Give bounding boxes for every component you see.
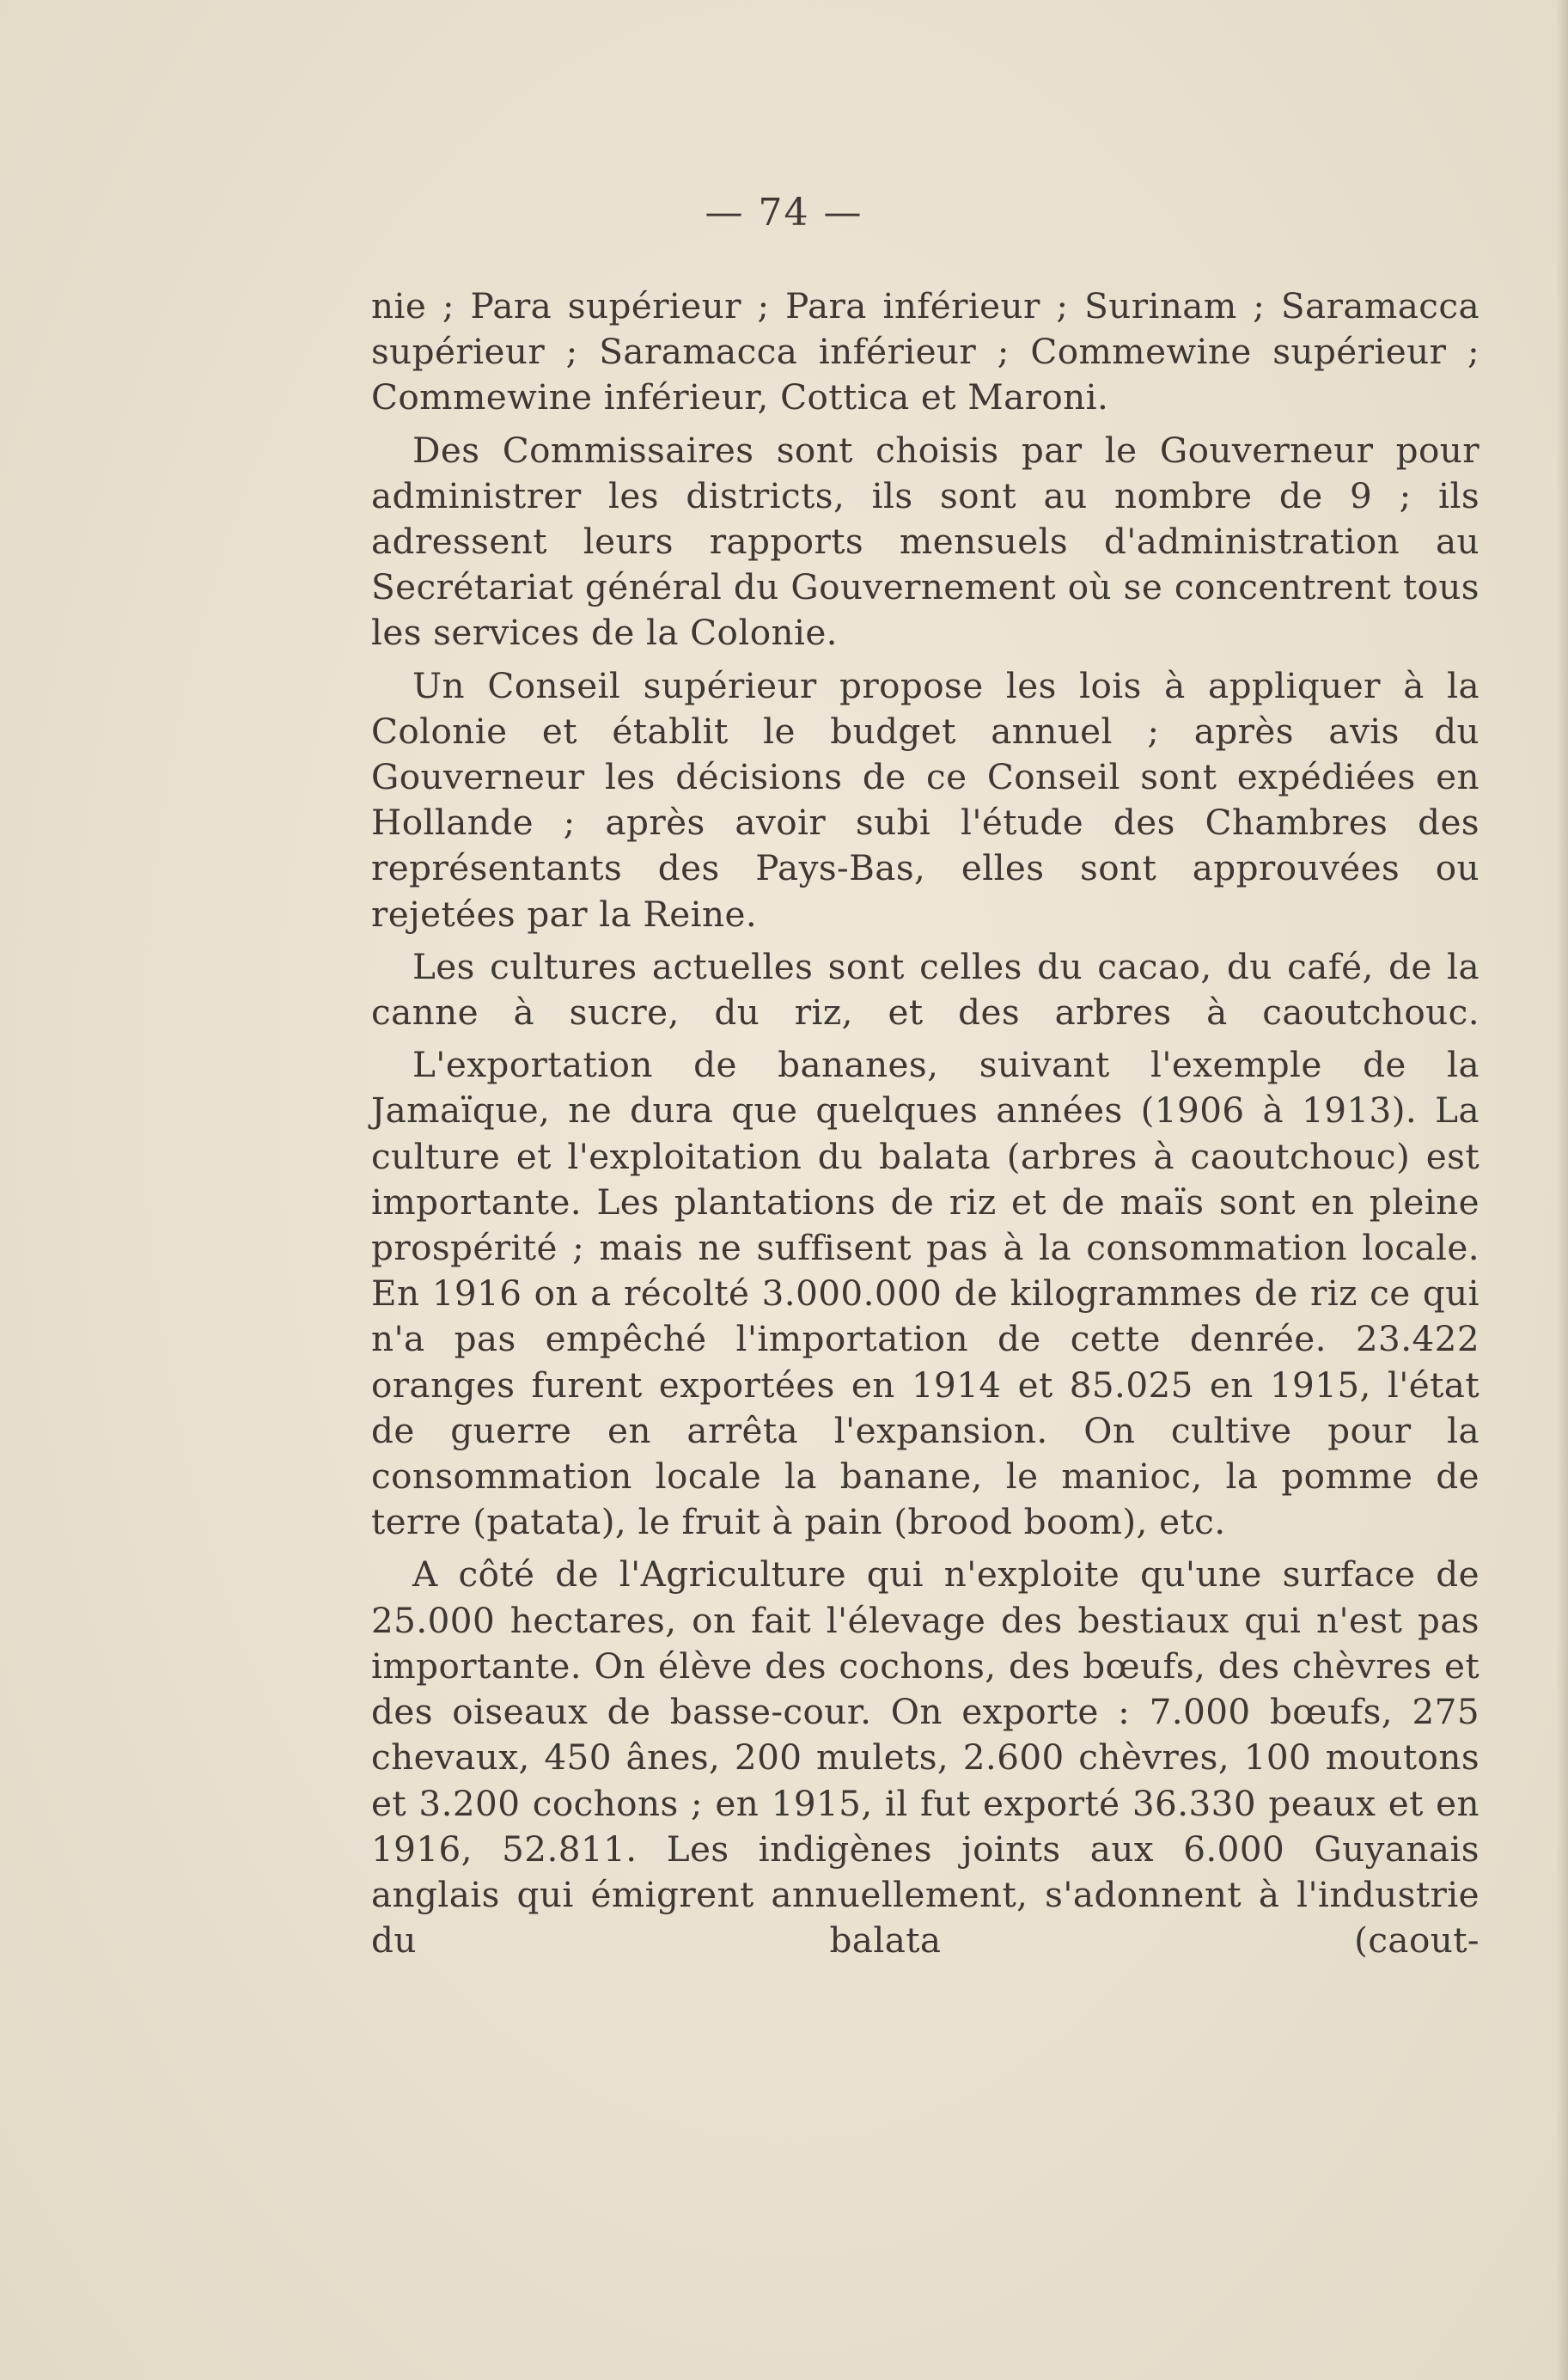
- paragraph-cultures: Les cultures actuelles sont celles du cacao, du café, de la canne à sucre, du riz, et des arbres à caoutchouc.: [371, 945, 1480, 1034]
- page-number: — 74 —: [705, 191, 863, 235]
- paragraph-conseil: Un Conseil supérieur propose les lois à appliquer à la Colonie et établit le budget annuel ; après avis du Gouverneur les décisions de ce Conseil sont expédiées en Hollande ; après avoir subi l'étude des Chambres des représentants des Pays-Bas, elles sont approuvées ou rejetées par la Reine.: [371, 664, 1480, 935]
- paragraph-exportation: L'exportation de bananes, suivant l'exemple de la Jamaïque, ne dura que quelques années (1906 à 1913). La culture et l'exploitation du balata (arbres à caoutchouc) est importante. Les plantations de riz et de maïs sont en pleine prospérité ; mais ne suffisent pas à la consommation locale. En 1916 on a récolté 3.000.000 de kilogrammes de riz ce qui n'a pas empêché l'importation de cette denrée. 23.422 oranges furent exportées en 1914 et 85.025 en 1915, l'état de guerre en arrêta l'expansion. On cultive pour la consommation locale la banane, le manioc, la pomme de terre (patata), le fruit à pain (brood boom), etc.: [371, 1044, 1480, 1543]
- paragraph-districts-list: nie ; Para supérieur ; Para inférieur ; Surinam ; Saramacca supérieur ; Saramacca inférieur ; Commewine supérieur ; Commewine inférieur, Cottica et Maroni.: [371, 285, 1480, 418]
- paragraph-agriculture: A côté de l'Agriculture qui n'exploite qu'une surface de 25.000 hectares, on fait l'élevage des bestiaux qui n'est pas importante. On élève des cochons, des bœufs, des chèvres et des oiseaux de basse-cour. On exporte : 7.000 bœufs, 275 chevaux, 450 ânes, 200 mulets, 2.600 chèvres, 100 moutons et 3.200 cochons ; en 1915, il fut exporté 36.330 peaux et en 1916, 52.811. Les indigènes joints aux 6.000 Guyanais anglais qui émigrent annuellement, s'adonnent à l'industrie du balata (caout-: [371, 1553, 1480, 1962]
- body-text: [371, 284, 1480, 1970]
- paragraph-commissaires: Des Commissaires sont choisis par le Gouverneur pour administrer les districts, ils sont au nombre de 9 ; ils adressent leurs rapports mensuels d'administration au Secrétariat général du Gouvernement où se concentrent tous les services de la Colonie.: [371, 429, 1480, 654]
- page-edge-shadow: [1556, 0, 1568, 2380]
